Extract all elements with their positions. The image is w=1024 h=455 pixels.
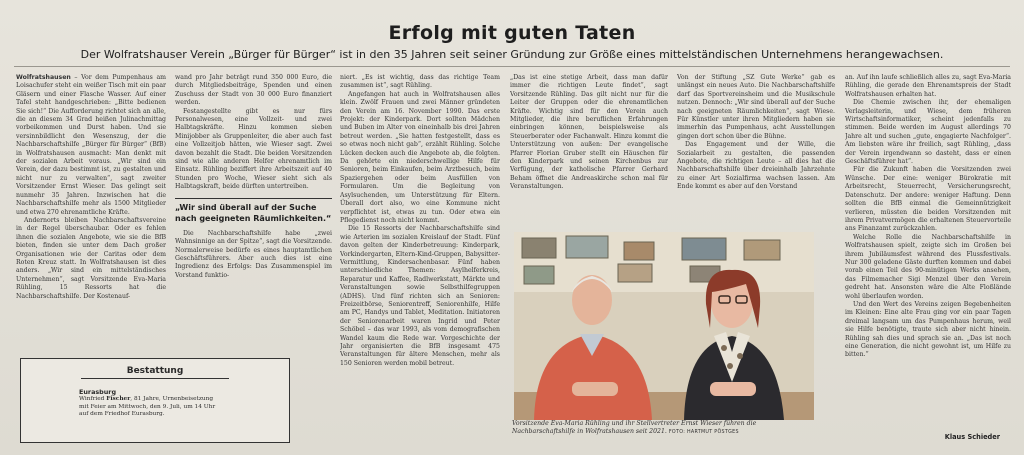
- paragraph: an. Auf ihn laufe schließlich alles zu, sagt Eva-Maria Rühling, die gerade den Ehrenamtspreis der Stadt Wolfratshausen erhalten hat.: [845, 74, 1011, 98]
- obituary-name: Fischer: [106, 396, 131, 403]
- photo-credit: FOTO: HARTMUT PÖSTGES: [668, 430, 739, 436]
- photo-caption: Vorsitzende Eva-Maria Rühling und ihr Stellvertreter Ernst Wieser führen die Nachbarschaftshilfe in Wolfratshausen seit 2021. FOTO: HARTMUT PÖSTGES: [512, 420, 757, 436]
- obituary-title: Bestattung: [81, 366, 229, 379]
- article-column-1: [16, 74, 166, 349]
- article-photo: [514, 232, 814, 420]
- paragraph: Die 15 Ressorts der Nachbarschaftshilfe sind wie Arterien im sozialen Kreislauf der Stadt. Fünf davon gelten der Kinderbetreuung: Kinderpark, Vorkindergarten, Eltern-Kind-Gruppen, Babysitter-Vermittlung, Kindersachenbasar. Fünf haben unterschiedliche Themen: Asylhelferkreis, Reparatur und Kaffee, Radlwerkstatt, Märkte und Veranstaltungen sowie Selbsthilfegruppen (ADHS). Und fünf richten sich an Senioren: Freizeitbörse, Seniorentreff, Seniorenhilfe, Hilfe am PC, Handys und Tablet, Meditation. Initiatoren der Seniorenarbeit waren Ingrid und Peter Schöbel – das war 1993, als vom demografischen Wandel kaum die Rede war. Vorgeschichte der Jahr organisierten die BfB insgesamt 475 Veranstaltungen für ältere Menschen, mehr als 150 Senioren werden mobil betreut.: [340, 225, 500, 367]
- paragraph: Für die Zukunft haben die Vorsitzenden zwei Wünsche. Der eine: weniger Bürokratie mit Arbeitsrecht, Steuerrecht, Versicherungsrecht, Datenschutz. Der andere: weniger Haftung. Denn sollten die BfB einmal die Gemeinnützigkeit verlieren, müssten die beiden Vorsitzenden mit ihrem Privatvermögen die erhaltenen Steuervorteile ans Finanzamt zurückzahlen.: [845, 166, 1011, 233]
- paragraph: „Das ist eine stetige Arbeit, dass man dafür immer die richtigen Leute findet“, sagt Vorsitzende Rühling. Das gilt nicht nur für die Leiter der Gruppen oder die ehrenamtlichen Kräfte. Wichtig sind für den Verein auch Mitglieder, die ihre beruflichen Erfahrungen einbringen können, beispielsweise als Steuerberater oder Fachanwalt. Hinzu kommt die Unterstützung von außen: Der evangelische Pfarrer Florian Gruber stellt ein Häuschen für den Kinderpark und seinen Kirchenbus zur Verfügung, der katholische Pfarrer Gerhard Beham öffnet die Andreaskirche schon mal für Veranstaltungen.: [510, 74, 668, 191]
- paragraph: Wolfratshausen – Vor dem Pumpenhaus am Loisachufer steht ein weißer Tisch mit ein paar Gläsern und einer Flasche Wasser. Auf einer Tafel steht handgeschrieben: „Bitte bedienen Sie sich!“ Die Aufforderung richtet sich an alle, die an diesem 34 Grad heißen Julinachmittag vorbeikommen und Durst haben. Und sie versinnbildlicht den Wesenszug, der die Nachbarschaftshilfe „Bürger für Bürger“ (BfB) in Wolfratshausen ausmacht: Man denkt mit der sozialen Arbeit voraus. „Wir sind ein Verein, der dazu bestimmt ist, zu gestalten und nicht nur zu verwalten“, sagt zweiter Vorsitzender Ernst Wieser. Das gelingt seit nunmehr 35 Jahren. Inzwischen hat die Nachbarschaftshilfe mehr als 1500 Mitglieder und etwa 270 ehrenamtliche Kräfte.: [16, 74, 166, 216]
- article-column-3: [340, 74, 500, 446]
- photo-illustration: [514, 232, 814, 420]
- paragraph: Die Chemie zwischen ihr, der ehemaligen Verlagsleiterin, und Wiese, dem früheren Wirtschaftsinformatiker, scheint jedenfalls zu stimmen. Beide werden im August allerdings 70 Jahre alt und suchen „gute, engagierte Nachfolger“. Am liebsten wäre ihr freilich, sagt Rühling, „dass der Verein irgendwann so dasteht, dass er einen Geschäftsführer hat“.: [845, 99, 1011, 166]
- author-byline: Klaus Schieder: [944, 433, 1000, 441]
- dateline: Wolfratshausen: [16, 74, 71, 81]
- paragraph: Die Nachbarschaftshilfe habe „zwei Wahnsinnige an der Spitze“, sagt die Vorsitzende. Normalerweise bedürfe es eines hauptamtlichen Geschäftsführers. Aber auch dies ist eine Ingredienz des Erfolgs: Das Zusammenspiel im Vorstand funktio-: [175, 229, 332, 279]
- article-subheadline: Der Wolfratshauser Verein „Bürger für Bürger“ ist in den 35 Jahren seit seiner Gründung zur Größe eines mittelständischen Unternehmens herangewachsen.: [80, 48, 944, 61]
- article-column-2: [175, 74, 332, 336]
- paragraph: Von der Stiftung „SZ Gute Werke“ gab es unlängst ein neues Auto. Die Nachbarschaftshilfe darf das Sportvereinsheim und die Musikschule nutzen. Dennoch: „Wir sind überall auf der Suche nach geeigneten Räumlichkeiten“, sagt Wiese. Für Künstler unter ihren Mitgliedern haben sie immerhin das Pumpenhaus, acht Ausstellungen gingen dort schon über die Bühne.: [677, 74, 835, 140]
- pull-quote: „Wir sind überall auf der Suche nach geeigneten Räumlichkeiten.“: [175, 198, 332, 224]
- article-column-5: [677, 74, 835, 224]
- obituary-box: [20, 358, 290, 443]
- paragraph: Angefangen hat auch in Wolfratshausen alles klein. Zwölf Frauen und zwei Männer gründeten den Verein am 16. November 1990. Das erste Projekt: der Kinderpark. Dort sollten Mädchen und Buben im Alter von eineinhalb bis drei Jahren betreut werden. „Sie hatten festgestellt, dass es so etwas noch nicht gab“, erzählt Rühling. Solche Lücken decken auch die Angebote ab, die folgten. Da gehörte ein niederschwellige Hilfe für Senioren, beim Einkaufen, beim Arztbesuch, beim Spaziergehen oder beim Ausfüllen von Formularen. Um die Begleitung von Asylsuchenden, um Unterstützung für Eltern. Überall dort also, wo eine Kommune nicht verpflichtet ist, etwas zu tun. Oder etwa ein Pflegedienst noch nicht kommt.: [340, 90, 500, 224]
- article-column-6: [845, 74, 1011, 432]
- paragraph: Welche Rolle die Nachbarschaftshilfe in Wolfratshausen spielt, zeigte sich im Großen bei ihrem Jubiläumsfest während des Flussfestivals. Nur 300 geladene Gäste durften kommen und dabei vorab einen Teil des 90-minütigen Werks ansehen, das Filmemacher Sigi Menzel über den Verein gedreht hat. Ansonsten wäre die Alte Floßlände wohl überlaufen worden.: [845, 233, 1011, 300]
- paragraph: Und den Wert des Vereins zeigen Begebenheiten im Kleinen: Eine alte Frau ging vor ein paar Tagen dreimal langsam um das Pumpenhaus herum, weil sie Hilfe benötigte, traute sich aber nicht hinein. Rühling sah dies und sprach sie an. „Das ist noch eine Generation, die nicht gewohnt ist, um Hilfe zu bitten.“: [845, 300, 1011, 359]
- paragraph: Das Engagement und der Wille, die Sozialarbeit zu gestalten, die passenden Angebote, die richtigen Leute – all dies hat die Nachbarschaftshilfe über dreieinhalb Jahrzehnte zu einer Art Sozialfirma wachsen lassen. Am Ende kommt es aber auf den Vorstand: [677, 141, 835, 191]
- article-column-4: [510, 74, 668, 224]
- paragraph: wand pro Jahr beträgt rund 350 000 Euro, die durch Mitgliedsbeiträge, Spenden und einen Zuschuss der Stadt von 30 000 Euro finanziert werden.: [175, 74, 332, 107]
- divider: [14, 66, 1010, 67]
- paragraph: niert. „Es ist wichtig, dass das richtige Team zusammen ist“, sagt Rühling.: [340, 74, 500, 90]
- article-headline: Erfolg mit guten Taten: [388, 22, 636, 44]
- obituary-place: Eurasburg: [79, 388, 117, 396]
- paragraph: Festangestellte gibt es nur fürs Personalwesen, eine Vollzeit- und zwei Halbtagskräfte. Hinzu kommen sieben Minijobber als Gruppenleiter, die aber auch fast eine Vollzeitjob hätten, wie Wieser sagt. Zwei davon bezahlt die Stadt. Die beiden Vorsitzenden sind wie alle anderen Helfer ehrenamtlich im Einsatz. Rühling beziffert ihre Arbeitszeit auf 40 Stunden pro Woche, Wieser sieht sich als Halbtagskraft, beide dürften untertreiben.: [175, 107, 332, 191]
- paragraph: Andernorts bleiben Nachbarschaftsvereine in der Regel überschaubar. Oder es fehlen ihnen die sozialen Angebote, wie sie die BfB bieten, finden sie unter dem Dach großer Organisationen wie der Caritas oder dem Roten Kreuz statt. In Wolfratshausen ist dies anders. „Wir sind ein mittelständisches Unternehmen“, sagt Vorsitzende Eva-Maria Rühling, 15 Ressorts hat die Nachbarschaftshilfe. Der Kostenauf-: [16, 216, 166, 300]
- obituary-text: Eurasburg Winfried Fischer, 81 Jahre, Urnenbeisetzung mit Feier am Mittwoch, den 9. Juli, um 14 Uhr auf dem Friedhof Eurasburg.: [79, 389, 219, 419]
